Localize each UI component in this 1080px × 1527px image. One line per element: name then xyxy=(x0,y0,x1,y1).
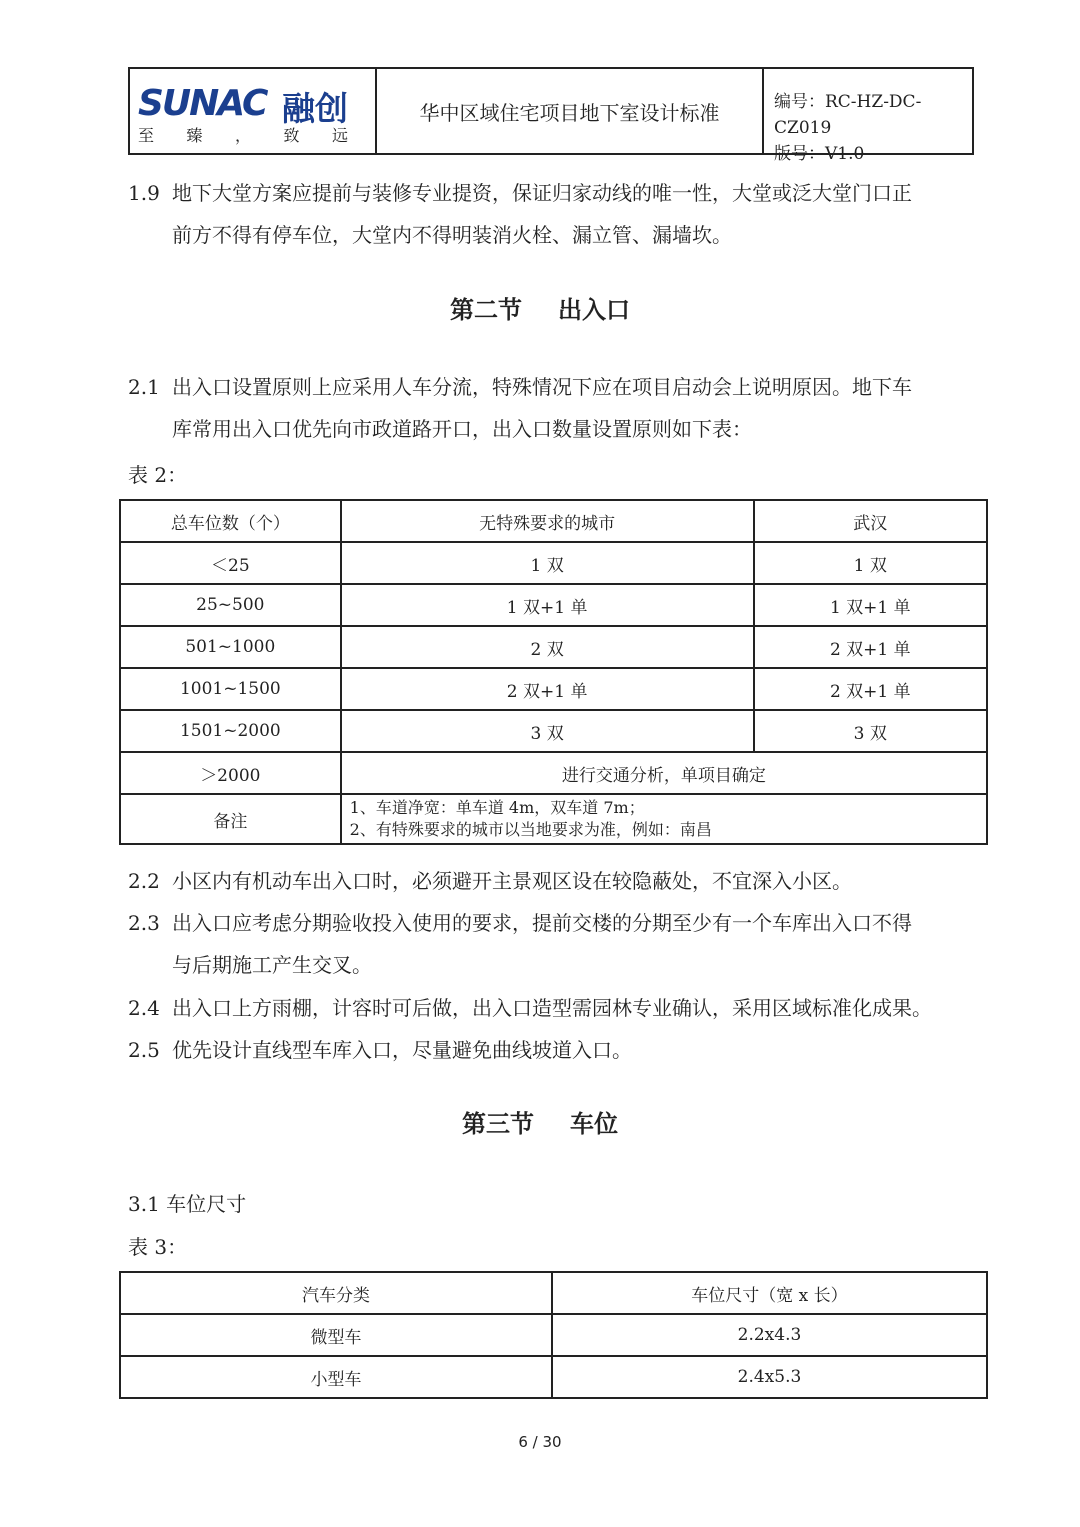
table-cell: 1501~2000 xyxy=(120,710,341,752)
note-label-cell: 备注 xyxy=(120,794,341,844)
section-number: 第三节 xyxy=(462,1110,534,1138)
clause-text: 出入口设置原则上应采用人车分流，特殊情况下应在项目启动会上说明原因。地下车 xyxy=(172,375,912,399)
clause-3-1: 3.1 车位尺寸 xyxy=(128,1192,247,1216)
slogan-char: 至 xyxy=(138,126,155,145)
table-cell: 小型车 xyxy=(120,1356,552,1398)
table-cell: 1 双+1 单 xyxy=(754,584,987,626)
clause-number: 2.2 xyxy=(128,869,160,893)
table-2-label: 表 2： xyxy=(128,463,188,487)
clause-number: 2.4 xyxy=(128,996,160,1020)
document-code: 编号：RC-HZ-DC-CZ019 xyxy=(774,92,922,138)
table-cell: 2.2x4.3 xyxy=(552,1314,987,1356)
clause-text-continued: 库常用出入口优先向市政道路开口，出入口数量设置原则如下表： xyxy=(172,417,752,441)
parking-size-table xyxy=(119,1271,988,1399)
logo-slogan xyxy=(138,123,348,146)
slogan-char: 致 xyxy=(283,126,300,145)
table-3-label: 表 3： xyxy=(128,1235,188,1259)
paragraph-2-1 xyxy=(128,366,988,450)
table-cell: 2 双+1 单 xyxy=(754,626,987,668)
clause-number: 1.9 xyxy=(128,181,160,205)
table-cell: 微型车 xyxy=(120,1314,552,1356)
paragraph-2-3 xyxy=(128,902,988,986)
table-row xyxy=(120,752,987,794)
section-heading-2 xyxy=(0,290,1080,325)
table-cell-merged: 进行交通分析，单项目确定 xyxy=(341,752,987,794)
slogan-char: 臻 xyxy=(186,126,203,145)
clause-text: 出入口应考虑分期验收投入使用的要求，提前交楼的分期至少有一个车库出入口不得 xyxy=(172,911,912,935)
table-cell: 1001~1500 xyxy=(120,668,341,710)
clause-number: 2.5 xyxy=(128,1038,160,1062)
table-cell: 2 双 xyxy=(341,626,754,668)
document-version: 版号：V1.0 xyxy=(774,144,865,164)
section-heading-3 xyxy=(0,1104,1080,1139)
paragraph-2-2 xyxy=(128,860,988,902)
sunac-logo-chinese: 融创 xyxy=(282,89,348,128)
paragraph-1-9 xyxy=(128,172,988,256)
table-header-cell: 车位尺寸（宽 x 长） xyxy=(552,1272,987,1314)
document-header xyxy=(128,67,974,164)
table-cell: 2 双+1 单 xyxy=(341,668,754,710)
table-row xyxy=(120,710,987,752)
clause-text: 优先设计直线型车库入口，尽量避免曲线坡道入口。 xyxy=(172,1038,632,1062)
document-meta xyxy=(764,69,972,164)
clause-text: 小区内有机动车出入口时，必须避开主景观区设在较隐蔽处，不宜深入小区。 xyxy=(172,869,852,893)
table-row xyxy=(120,542,987,584)
sunac-logo-text: SUNAC xyxy=(138,83,267,124)
clause-text: 地下大堂方案应提前与装修专业提资，保证归家动线的唯一性，大堂或泛大堂门口正 xyxy=(172,181,912,205)
paragraph-2-4 xyxy=(128,987,988,1029)
table-header-cell: 武汉 xyxy=(754,500,987,542)
page-number: 6 / 30 xyxy=(518,1433,562,1451)
table-header-cell: 总车位数（个） xyxy=(120,500,341,542)
slogan-char: ， xyxy=(234,126,251,145)
table-row xyxy=(120,1314,987,1356)
section-title: 出入口 xyxy=(558,296,630,324)
paragraph-2-5 xyxy=(128,1029,988,1071)
table-cell: ＞2000 xyxy=(120,752,341,794)
note-line: 1、车道净宽：单车道 4m，双车道 7m； xyxy=(349,798,645,817)
table-cell: ＜25 xyxy=(120,542,341,584)
table-cell: 3 双 xyxy=(754,710,987,752)
table-cell: 25~500 xyxy=(120,584,341,626)
table-cell: 2.4x5.3 xyxy=(552,1356,987,1398)
slogan-char: 远 xyxy=(331,126,348,145)
note-line: 2、有特殊要求的城市以当地要求为准，例如：南昌 xyxy=(349,820,712,839)
table-note-row xyxy=(120,794,987,844)
clause-text-continued: 与后期施工产生交叉。 xyxy=(172,953,372,977)
clause-text: 出入口上方雨棚，计容时可后做，出入口造型需园林专业确认，采用区域标准化成果。 xyxy=(172,996,932,1020)
table-cell: 2 双+1 单 xyxy=(754,668,987,710)
table-row xyxy=(120,668,987,710)
table-cell: 501~1000 xyxy=(120,626,341,668)
entrance-count-table xyxy=(119,499,988,845)
table-row xyxy=(120,584,987,626)
logo-area xyxy=(130,69,377,153)
section-title: 车位 xyxy=(570,1110,618,1138)
table-cell: 1 双 xyxy=(754,542,987,584)
note-cell xyxy=(341,794,987,844)
clause-text-continued: 前方不得有停车位，大堂内不得明装消火栓、漏立管、漏墙坎。 xyxy=(172,223,732,247)
table-cell: 3 双 xyxy=(341,710,754,752)
table-cell: 1 双+1 单 xyxy=(341,584,754,626)
table-row xyxy=(120,626,987,668)
table-cell: 1 双 xyxy=(341,542,754,584)
clause-number: 2.1 xyxy=(128,375,160,399)
section-number: 第二节 xyxy=(450,296,522,324)
table-row xyxy=(120,1356,987,1398)
clause-number: 2.3 xyxy=(128,911,160,935)
table-header-row xyxy=(120,500,987,542)
table-header-cell: 无特殊要求的城市 xyxy=(341,500,754,542)
document-title: 华中区域住宅项目地下室设计标准 xyxy=(377,69,764,153)
table-header-cell: 汽车分类 xyxy=(120,1272,552,1314)
table-header-row xyxy=(120,1272,987,1314)
